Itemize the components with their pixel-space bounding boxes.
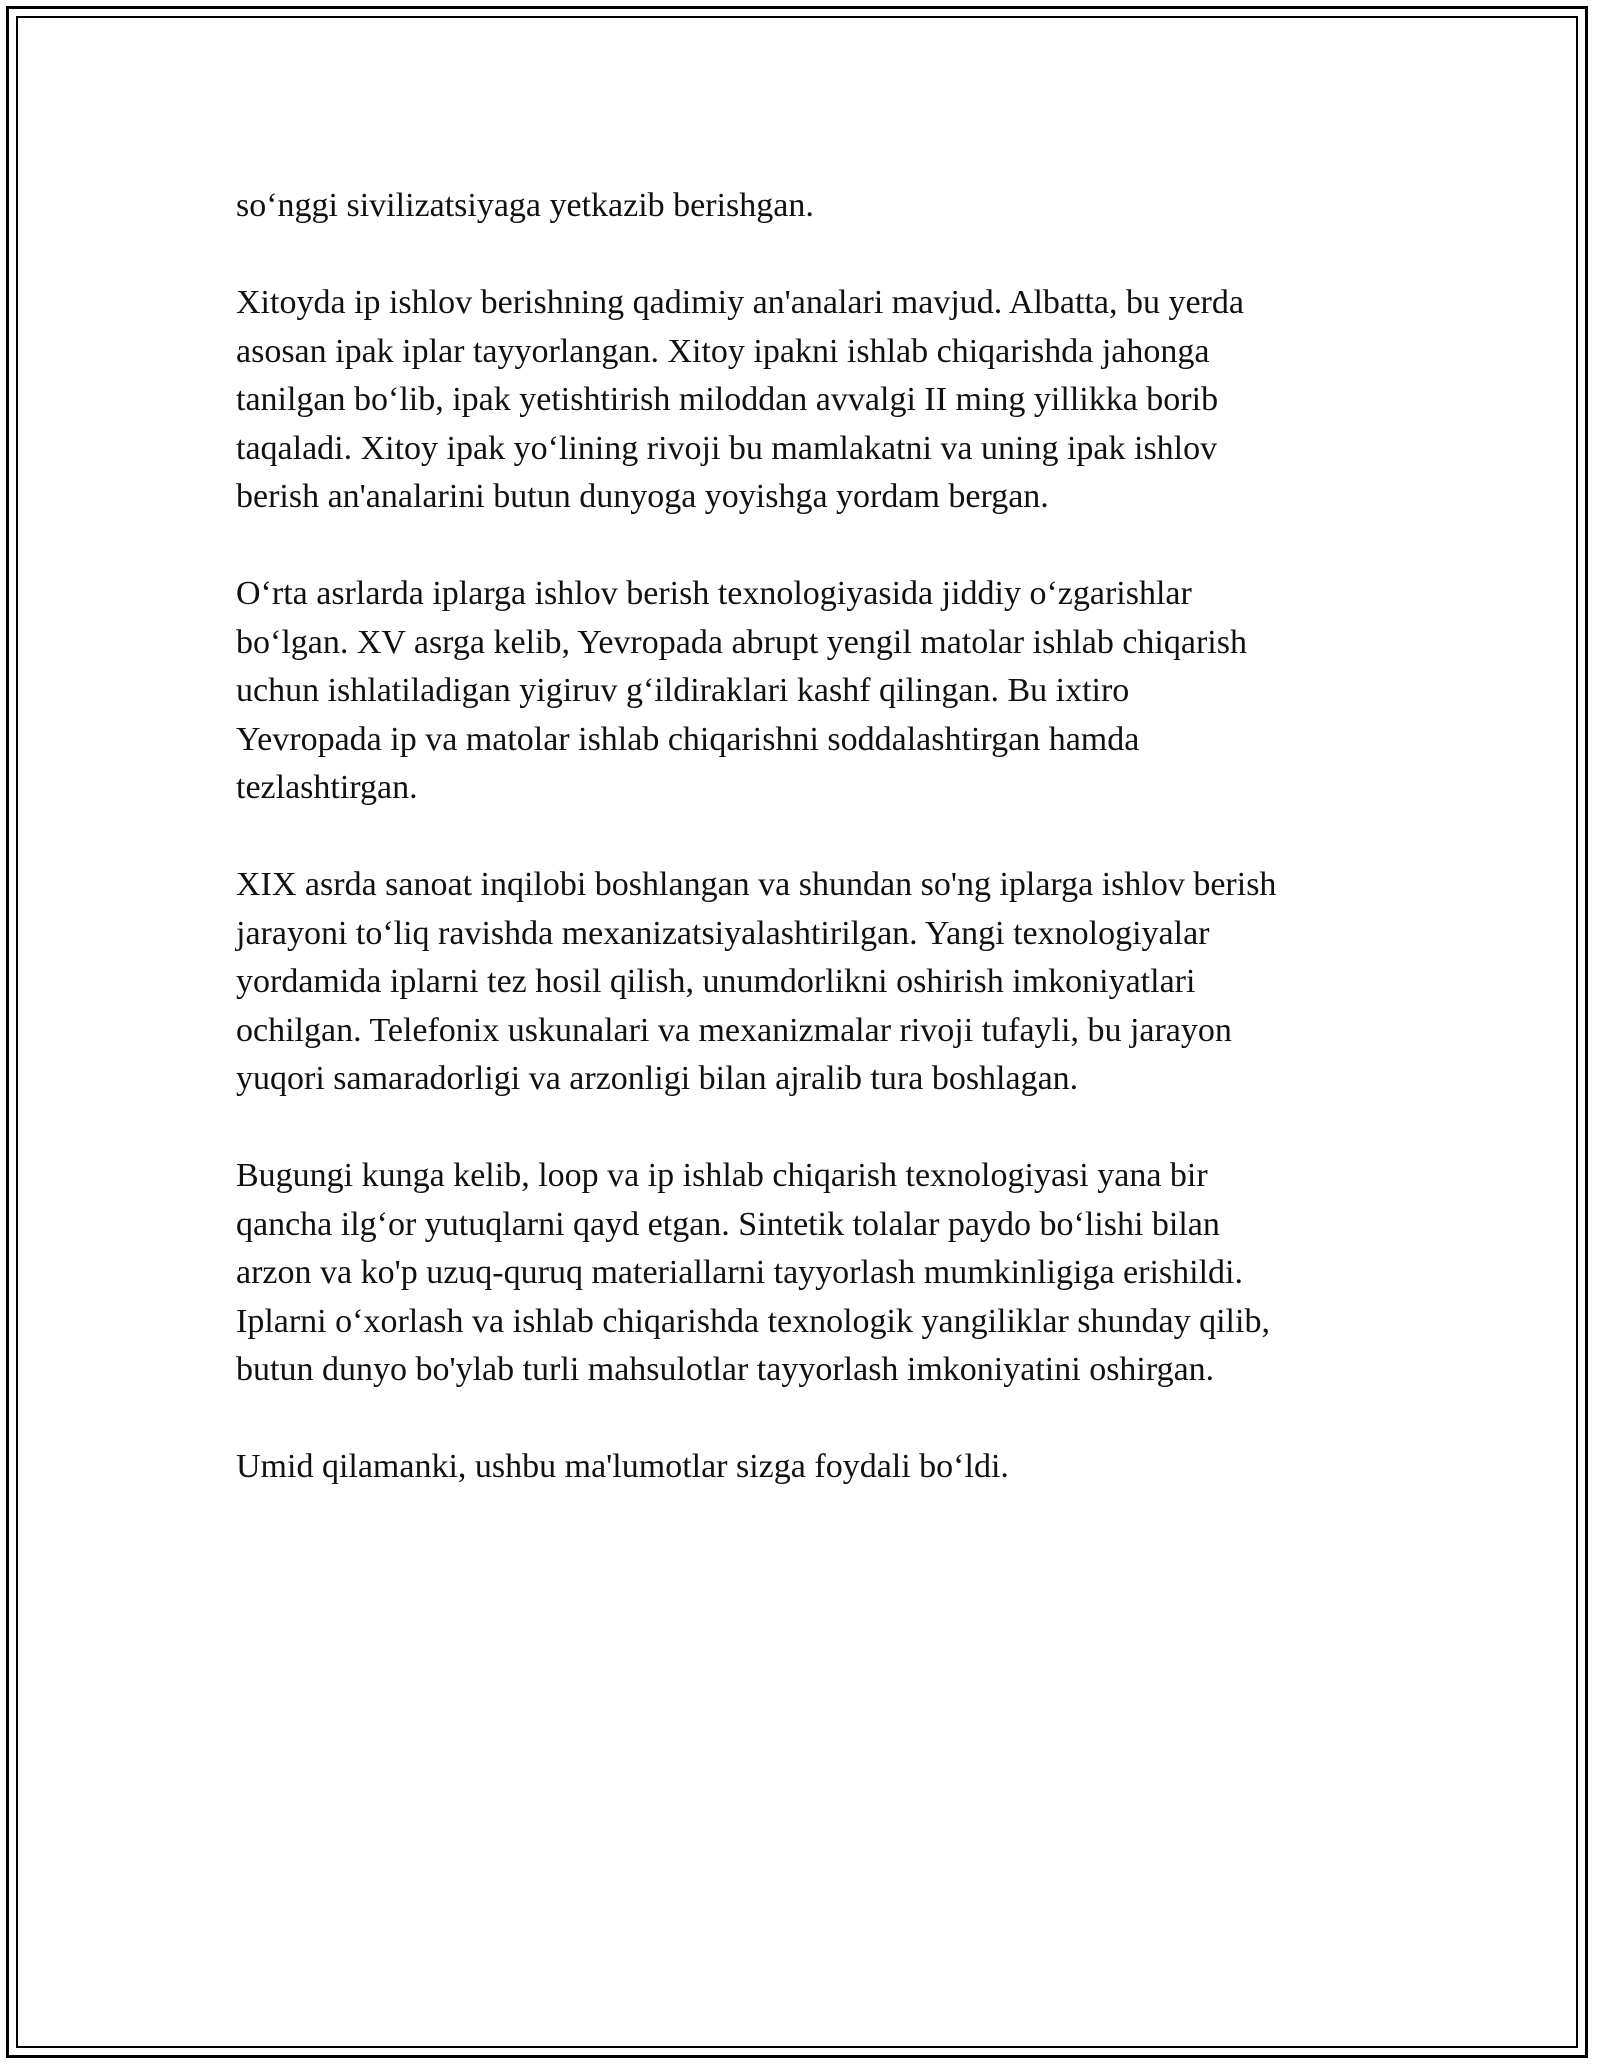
text-line: ochilgan. Telefonix uskunalari va mexanizmalar rivoji tufayli, bu jarayon [236,1011,1232,1049]
text-line: asosan ipak iplar tayyorlangan. Xitoy ipakni ishlab chiqarishda jahonga [236,332,1210,370]
paragraph [236,1443,1376,1492]
paragraph [236,1152,1376,1395]
text-line: qancha ilg‘or yutuqlarni qayd etgan. Sintetik tolalar paydo bo‘lishi bilan [236,1205,1220,1243]
text-line: O‘rta asrlarda iplarga ishlov berish texnologiyasida jiddiy o‘zgarishlar [236,575,1192,612]
paragraph [236,861,1376,1104]
text-line: tezlashtirgan. [236,769,418,806]
text-line: taqaladi. Xitoy ipak yo‘lining rivoji bu mamlakatni va uning ipak ishlov [236,429,1218,467]
text-line: Umid qilamanki, ushbu ma'lumotlar sizga foydali bo‘ldi. [236,1448,1009,1485]
text-line: so‘nggi sivilizatsiyaga yetkazib berishgan. [236,187,814,224]
paragraph [236,570,1376,813]
paragraph [236,279,1376,522]
text-line: uchun ishlatiladigan yigiruv g‘ildiraklari kashf qilingan. Bu ixtiro [236,672,1130,709]
text-line: tanilgan bo‘lib, ipak yetishtirish miloddan avvalgi II ming yillikka borib [236,381,1219,418]
text-line: Xitoyda ip ishlov berishning qadimiy an'analari mavjud. Albatta, bu yerda [236,284,1244,321]
text-line: Iplarni o‘xorlash va ishlab chiqarishda texnologik yangiliklar shunday qilib, [236,1302,1270,1340]
text-line: yordamida iplarni tez hosil qilish, unumdorlikni oshirish imkoniyatlari [236,963,1196,1000]
text-line: yuqori samaradorligi va arzonligi bilan ajralib tura boshlagan. [236,1060,1079,1097]
text-line: Bugungi kunga kelib, loop va ip ishlab chiqarish texnologiyasi yana bir [236,1157,1208,1194]
text-line: butun dunyo bo'ylab turli mahsulotlar tayyorlash imkoniyatini oshirgan. [236,1351,1215,1388]
text-line: Yevropada ip va matolar ishlab chiqarishni soddalashtirgan hamda [236,720,1140,758]
text-line: bo‘lgan. XV asrga kelib, Yevropada abrupt yengil matolar ishlab chiqarish [236,623,1247,661]
paragraph [236,182,1376,231]
text-line: XIX asrda sanoat inqilobi boshlangan va shundan so'ng iplarga ishlov berish [236,866,1277,903]
text-line: jarayoni to‘liq ravishda mexanizatsiyalashtirilgan. Yangi texnologiyalar [236,914,1210,952]
text-line: berish an'analarini butun dunyoga yoyishga yordam bergan. [236,478,1049,515]
text-line: arzon va ko'p uzuq-quruq materiallarni tayyorlash mumkinligiga erishildi. [236,1254,1243,1291]
document-body [236,182,1376,1540]
